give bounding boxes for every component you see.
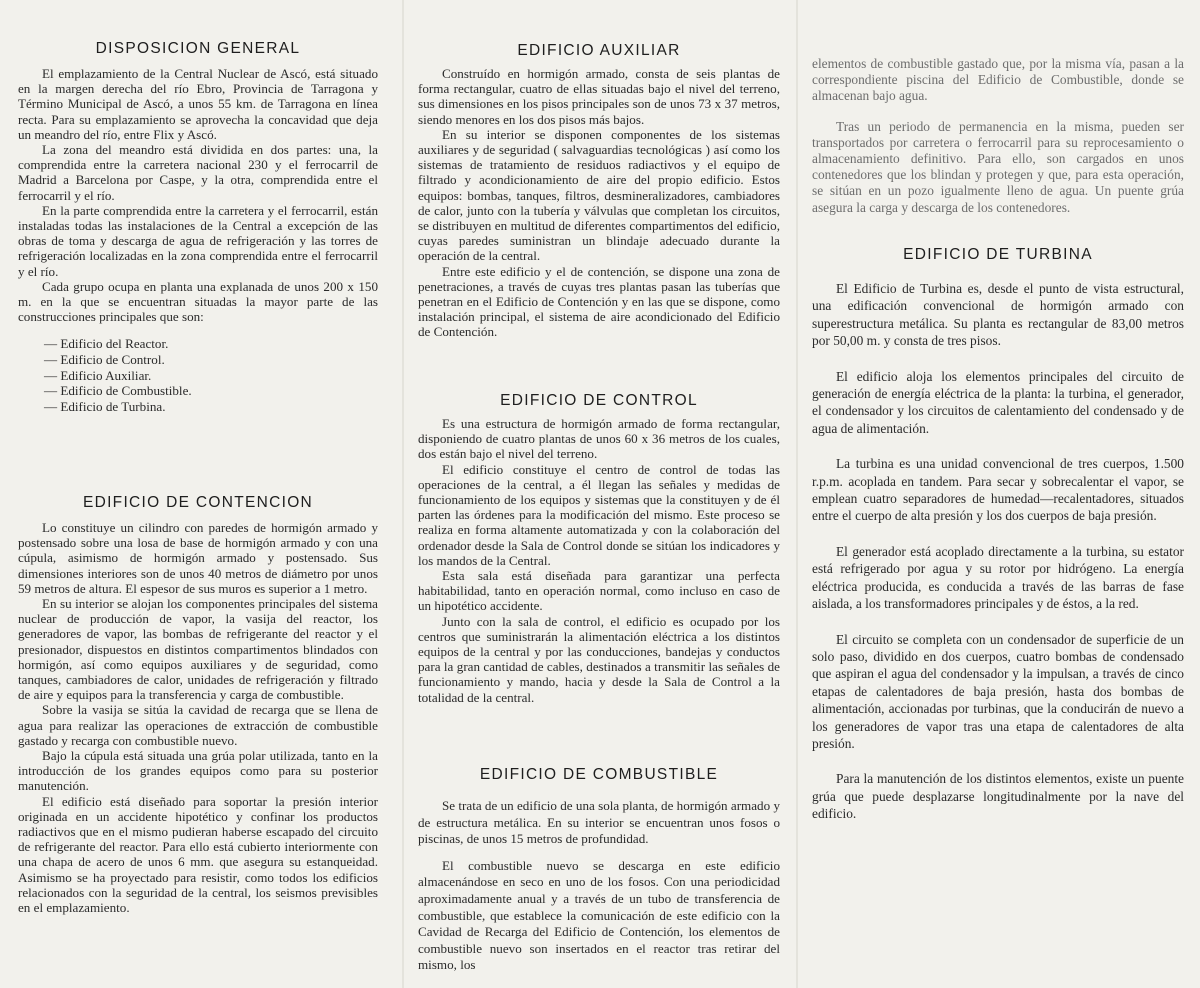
list-item: — Edificio de Control. [44,352,378,368]
paragraph: elementos de combustible gastado que, por la misma vía, pasan a la correspondiente piscina del Edificio de Combustible, donde se almacenan bajo agua. [812,56,1184,104]
paragraph: Lo constituye un cilindro con paredes de hormigón armado y postensado sobre una losa de base de hormigón armado y con una cúpula, asimismo de hormigón armado y postensado. Sus dimensiones interiores son de unos 40 metros de diámetro por unos 59 metros de altura. El espesor de sus muros es superior a 1 metro. [18,520,378,596]
section-title-auxiliar: EDIFICIO AUXILIAR [517,42,681,59]
paragraph: La zona del meandro está dividida en dos partes: una, la comprendida entre la carretera nacional 230 y el ferrocarril de Madrid a Barcelona por Caspe, y la otra, comprendida entre el ferrocarril y el río. [18,142,378,203]
section-title-combustible: EDIFICIO DE COMBUSTIBLE [479,766,719,783]
paragraph: El edificio constituye el centro de control de todas las operaciones de la central, a él llegan las señales y medidas de funcionamiento de los equipos y sistemas que la constituyen y de él parten las órdenes para la modificación del mismo. Este proceso se realiza en forma altamente automatizada y con la colaboración del ordenador desde la Sala de Control donde se sitúan los indicadores y los mandos de la Central. [418,461,780,568]
list-item: — Edificio de Combustible. [44,383,378,399]
paragraph: En su interior se alojan los componentes principales del sistema nuclear de producción de vapor, la vasija del reactor, los generadores de vapor, las bombas de refrigerante del reactor y el presionador, dispuestos en distintos compartimentos blindados con hormigón, así como equipos auxiliares y de seguridad, como tanques, cambiadores de calor, unidades de refrigeración y filtrado de aire y equipos para la transferencia y carga de combustible. [18,596,378,703]
section-title-control: EDIFICIO DE CONTROL [500,392,698,409]
fold-line [402,0,404,988]
paragraph: Sobre la vasija se sitúa la cavidad de recarga que se llena de agua para realizar las operaciones de extracción de combustible gastado y recarga con combustible nuevo. [18,702,378,748]
section-title-turbina: EDIFICIO DE TURBINA [903,246,1093,263]
paragraph: Es una estructura de hormigón armado de forma rectangular, disponiendo de cuatro plantas de unos 60 x 36 metros de los cuales, dos están bajo el nivel del terreno. [418,416,780,462]
paragraph: En su interior se disponen componentes de los sistemas auxiliares y de seguridad ( salvaguardias tecnológicas ) así como los sistemas de tratamiento de residuos radiactivos y el equipo de filtrado y acondicionamiento de aire del propio edificio. Estos equipos: bombas, tanques, filtros, desmineralizadores, cambiadores de calor, junto con la tubería y válvulas que completan los circuitos, se distribuyen en multitud de diferentes compartimentos del edificio, cuyas paredes suministran un blindaje adecuado durante la operación de la central. [418,126,780,264]
paragraph: Junto con la sala de control, el edificio es ocupado por los centros que suministrarán la alimentación eléctrica a los distintos equipos de la central y por las conducciones, bandejas y conductos para la gran cantidad de cables, destinados a transmitir las señales de funcionamiento y mando, hacia y desde la Sala de Control a la totalidad de la central. [418,613,780,705]
paragraph: El edificio está diseñado para soportar la presión interior originada en un accidente hipotético y confinar los productos radiactivos que en el mismo pudieran haberse escapado del circuito de refrigerante del reactor. Para ello está cubierto interiormente con una chapa de acero de unos 6 mm. que asegura su estanqueidad. Asimismo se ha proyectado para resistir, como todos los edificios relacionados con la seguridad de la central, los seismos previsibles en el emplazamiento. [18,793,378,916]
paragraph: Construído en hormigón armado, consta de seis plantas de forma rectangular, cuatro de ellas situadas bajo el nivel del terreno, sus dimensiones en los pisos principales son de unos 73 x 37 metros, siendo menores en los dos pisos más bajos. [418,66,780,127]
section-contencion [18,520,378,915]
section-disposicion [18,66,378,414]
section-combustible [418,798,780,974]
paragraph: El combustible nuevo se descarga en este edificio almacenándose en seco en uno de los fosos. Con una periodicidad aproximadamente anual y a través de un tubo de transferencia de combustible, que establece la comunicación de este edificio con la Cavidad de Recarga del Edificio de Contención, los elementos de combustible nuevo son insertados en el reactor tras retirar del mismo, los [418,857,780,973]
section-turbina [812,280,1184,823]
paragraph: Para la manutención de los distintos elementos, existe un puente grúa que puede desplazarse longitudinalmente por la nave del edificio. [812,771,1184,822]
paragraph: En la parte comprendida entre la carretera y el ferrocarril, están instaladas todas las instalaciones de la Central a excepción de las obras de toma y descarga de agua de refrigeración y las torres de refrigeración localizadas en la zona comprendida entre el ferrocarril y el río. [18,202,378,279]
paragraph: El Edificio de Turbina es, desde el punto de vista estructural, una edificación convencional de hormigón armado con superestructura metálica. Su planta es rectangular de 83,00 metros por 50,00 m. y consta de tres pisos. [812,281,1184,349]
paragraph: La turbina es una unidad convencional de tres cuerpos, 1.500 r.p.m. acoplada en tandem. Para secar y sobrecalentar el vapor, se emplean cuatro separadores de humedad—recalentadores, situados entre el cuerpo de alta presión y los dos cuerpos de baja presión. [812,456,1184,524]
section-auxiliar [418,66,780,340]
section-title-disposicion: DISPOSICION GENERAL [95,40,301,57]
paragraph: Esta sala está diseñada para garantizar una perfecta habitabilidad, tanto en operación normal, como incluso en caso de un hipotético accidente. [418,568,780,614]
paragraph: El generador está acoplado directamente a la turbina, su estator está refrigerado por agua y su rotor por hidrógeno. La energía eléctrica producida, es conducida a través de las barras de fase aislada, a los transformadores principales y de éstos, a la red. [812,543,1184,612]
paragraph: El emplazamiento de la Central Nuclear de Ascó, está situado en la margen derecha del río Ebro, Provincia de Tarragona y Término Municipal de Ascó, a unos 55 km. de Tarragona en línea recta. Para su emplazamiento se aprovecha la concavidad que deja un meandro del río, entre Flix y Ascó. [18,66,378,142]
section-control [418,416,780,705]
section-title-contencion: EDIFICIO DE CONTENCION [82,494,314,511]
list-item: — Edificio del Reactor. [44,336,378,352]
paragraph: Bajo la cúpula está situada una grúa polar utilizada, tanto en la introducción de los grandes equipos como para su posterior manutención. [18,748,378,794]
list-item: — Edificio de Turbina. [44,399,378,415]
paragraph: Se trata de un edificio de una sola planta, de hormigón armado y de estructura metálica. En su interior se encuentran unos fosos o piscinas, de unos 15 metros de profundidad. [418,798,780,847]
list-item: — Edificio Auxiliar. [44,368,378,384]
building-list [18,336,378,414]
paragraph: Entre este edificio y el de contención, se dispone una zona de penetraciones, a través de cuyas tres plantas pasan las tuberías que penetran en el Edificio de Contención y en las que se dispone, como instalación principal, el sistema de aire acondicionado del Edificio de Contención. [418,263,780,340]
paragraph: El edificio aloja los elementos principales del circuito de generación de energía eléctrica de la planta: la turbina, el generador, el condensador y los circuitos de calentamiento del condensado y de agua de alimentación. [812,368,1184,436]
paragraph: Tras un periodo de permanencia en la misma, pueden ser transportados por carretera o ferrocarril para su reprocesamiento o almacenamiento definitivo. Para ello, son cargados en unos contenedores que los blindan y protegen y que, para esta operación, se sitúan en un pozo igualmente lleno de agua. Un puente grúa asegura la carga y descarga de los contenedores. [812,118,1184,215]
section-combustible-continuation [812,56,1184,216]
paragraph: Cada grupo ocupa en planta una explanada de unos 200 x 150 m. en la que se encuentran situadas la mayor parte de las construcciones principales que son: [18,278,378,325]
paragraph: El circuito se completa con un condensador de superficie de un solo paso, dividido en dos cuerpos, cuatro bombas de condensado que aspiran el agua del condensador y la impulsan, a través de cinco etapas de calentadores de baja presión, hasta dos bombas de alimentación, accionadas por turbinas, que la conducirán de nuevo a los generadores de vapor tras una etapa de calentadores de alta presión. [812,631,1184,751]
fold-line [796,0,798,988]
